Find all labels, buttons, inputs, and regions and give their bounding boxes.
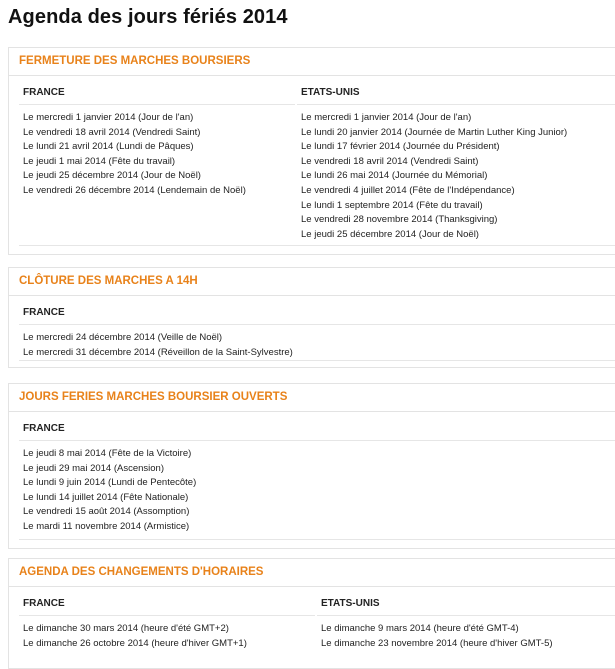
column-heading: FRANCE [19, 418, 615, 441]
list-item: Le mercredi 31 décembre 2014 (Réveillon de la Saint-Sylvestre) [23, 346, 293, 358]
list-item: Le mercredi 1 janvier 2014 (Jour de l'an) [301, 112, 472, 123]
section-open-holidays [8, 383, 615, 549]
list-item: Le lundi 26 mai 2014 (Journée du Mémorial) [301, 170, 488, 182]
section-time-changes [8, 558, 615, 669]
list-item: Le vendredi 28 novembre 2014 (Thanksgiving) [301, 214, 498, 226]
column-heading: FRANCE [19, 593, 315, 616]
divider [19, 245, 615, 246]
column-etats-unis [317, 593, 615, 651]
column-heading: FRANCE [19, 82, 295, 105]
column-france [19, 302, 615, 360]
list-item: Le lundi 14 juillet 2014 (Fête Nationale) [23, 491, 189, 503]
list-item: Le vendredi 18 avril 2014 (Vendredi Saint) [301, 155, 479, 167]
list-item: Le lundi 1 septembre 2014 (Fête du travail) [301, 199, 483, 211]
list-item: Le mercredi 24 décembre 2014 (Veille de Noël) [23, 332, 223, 343]
column-france [19, 82, 295, 199]
holiday-list [19, 111, 295, 199]
list-item: Le jeudi 8 mai 2014 (Fête de la Victoire) [23, 448, 192, 459]
list-item: Le lundi 20 janvier 2014 (Journée de Martin Luther King Junior) [301, 126, 568, 138]
list-item: Le vendredi 26 décembre 2014 (Lendemain de Noël) [23, 184, 246, 196]
column-france [19, 593, 315, 651]
list-item: Le dimanche 23 novembre 2014 (heure d'hiver GMT-5) [321, 637, 553, 649]
list-item: Le lundi 17 février 2014 (Journée du Président) [301, 141, 500, 153]
divider [19, 360, 615, 361]
list-item: Le jeudi 29 mai 2014 (Ascension) [23, 462, 165, 474]
list-item: Le vendredi 18 avril 2014 (Vendredi Saint) [23, 126, 201, 138]
list-item: Le lundi 9 juin 2014 (Lundi de Pentecôte) [23, 477, 197, 489]
section-title: AGENDA DES CHANGEMENTS D'HORAIRES [9, 559, 615, 587]
column-heading: ETATS-UNIS [297, 82, 615, 105]
list-item: Le dimanche 26 octobre 2014 (heure d'hiver GMT+1) [23, 637, 247, 649]
list-item: Le jeudi 25 décembre 2014 (Jour de Noël) [23, 170, 201, 182]
holiday-list [297, 111, 615, 242]
list-item: Le mercredi 1 janvier 2014 (Jour de l'an) [23, 112, 194, 123]
list-item: Le vendredi 4 juillet 2014 (Fête de l'Indépendance) [301, 184, 515, 196]
column-etats-unis [297, 82, 615, 242]
column-heading: FRANCE [19, 302, 615, 325]
section-title: CLÔTURE DES MARCHES A 14H [9, 268, 615, 296]
section-title: FERMETURE DES MARCHES BOURSIERS [9, 48, 615, 76]
list-item: Le vendredi 15 août 2014 (Assomption) [23, 506, 190, 518]
list-item: Le jeudi 1 mai 2014 (Fête du travail) [23, 155, 176, 167]
list-item: Le mardi 11 novembre 2014 (Armistice) [23, 520, 190, 532]
list-item: Le dimanche 9 mars 2014 (heure d'été GMT-4) [321, 623, 519, 634]
list-item: Le dimanche 30 mars 2014 (heure d'été GMT+2) [23, 623, 229, 634]
time-change-list [317, 622, 615, 651]
holiday-list [19, 447, 615, 535]
holiday-list [19, 331, 615, 360]
list-item: Le jeudi 25 décembre 2014 (Jour de Noël) [301, 228, 479, 240]
column-france [19, 418, 615, 535]
section-market-closures [8, 47, 615, 255]
section-early-close [8, 267, 615, 368]
section-title: JOURS FERIES MARCHES BOURSIER OUVERTS [9, 384, 615, 412]
divider [19, 539, 615, 540]
page-title: Agenda des jours fériés 2014 [8, 6, 288, 28]
column-heading: ETATS-UNIS [317, 593, 615, 616]
time-change-list [19, 622, 315, 651]
list-item: Le lundi 21 avril 2014 (Lundi de Pâques) [23, 141, 194, 153]
